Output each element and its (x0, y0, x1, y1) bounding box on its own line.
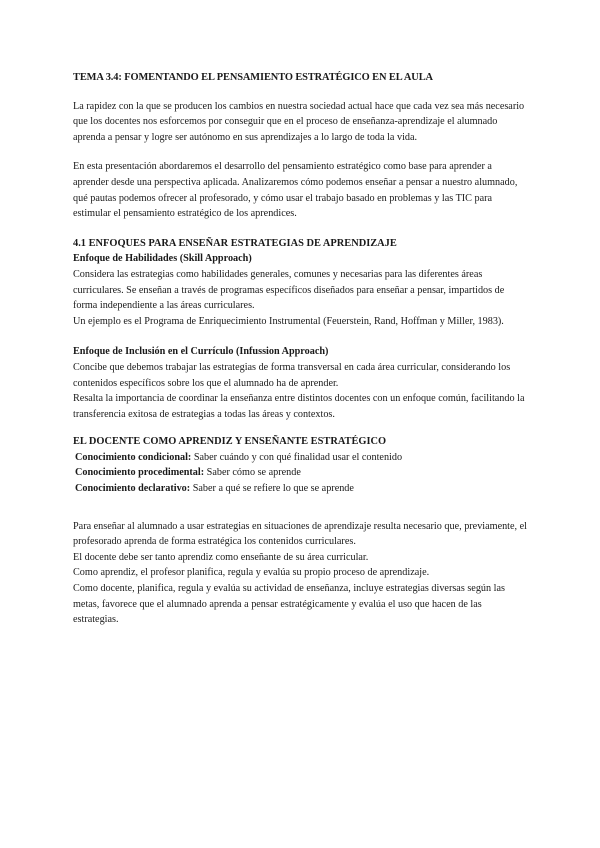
skill-approach-heading: Enfoque de Habilidades (Skill Approach) (73, 253, 252, 265)
knowledge-term: Conocimiento declarativo: (75, 483, 191, 495)
page-title: TEMA 3.4: FOMENTANDO EL PENSAMIENTO ESTRATÉGICO EN EL AULA (73, 72, 433, 83)
infusion-approach-paragraph-2: Resalta la importancia de coordinar la enseñanza entre distintos docentes con un enfoque común, facilitando la transferencia exitosa de estrategias a todas las áreas y contextos. (73, 393, 525, 420)
intro-paragraph-1: La rapidez con la que se producen los cambios en nuestra sociedad actual hace que cada vez sea más necesario que los docentes nos esforcemos por conseguir que en el proceso de enseñanza-aprendizaje el alumnado aprenda a pensar y logre ser autónomo en sus aprendizajes a lo largo de toda la vida. (73, 100, 525, 143)
section-heading-teacher: EL DOCENTE COMO APRENDIZ Y ENSEÑANTE ESTRATÉGICO (73, 436, 387, 448)
closing-paragraph-1: Para enseñar al alumnado a usar estrategias en situaciones de aprendizaje resulta necesario que, previamente, el profesorado aprenda de forma estratégica los contenidos curriculares. (73, 520, 527, 548)
knowledge-description: Saber cuándo y con qué finalidad usar el contenido (191, 451, 403, 463)
skill-approach-paragraph-1: Considera las estrategias como habilidades generales, comunes y necesarias para las diferentes áreas curriculares. Se enseñan a través de programas específicos diseñados para enseñar a pensar, impartidos de forma independiente a las áreas curriculares. (73, 268, 505, 312)
knowledge-term: Conocimiento procedimental: (75, 467, 205, 479)
infusion-approach-paragraph-1: Concibe que debemos trabajar las estrategias de forma transversal en cada área curricular, considerando los contenidos específicos sobre los que el alumnado ha de aprender. (73, 361, 511, 389)
section-heading-approaches: 4.1 ENFOQUES PARA ENSEÑAR ESTRATEGIAS DE APRENDIZAJE (73, 237, 397, 249)
knowledge-term: Conocimiento condicional: (75, 451, 192, 463)
knowledge-item (73, 465, 528, 481)
knowledge-description: Saber cómo se aprende (204, 467, 301, 479)
closing-paragraph-4: Como docente, planifica, regula y evalúa su actividad de enseñanza, incluye estrategias diversas según las metas, favorece que el alumnado aprenda a pensar estratégicamente y evalúa el uso que hacen de las estrategias. (73, 583, 505, 626)
knowledge-description: Saber a qué se refiere lo que se aprende (190, 483, 354, 495)
knowledge-item (73, 481, 528, 497)
knowledge-item (73, 450, 528, 466)
intro-paragraph-2: En esta presentación abordaremos el desarrollo del pensamiento estratégico como base para aprender a aprender desde una perspectiva aplicada. Analizaremos cómo podemos enseñar a pensar a nuestro alumnado, qué pautas podemos ofrecer al profesorado, y cómo usar el trabajo basado en problemas y las TIC para estimular el pensamiento estratégico de los aprendices. (73, 161, 518, 220)
document-content (73, 70, 528, 628)
skill-approach-paragraph-2: Un ejemplo es el Programa de Enriquecimiento Instrumental (Feuerstein, Rand, Hoffman y Miller, 1983). (73, 315, 504, 327)
closing-paragraph-2: El docente debe ser tanto aprendiz como enseñante de su área curricular. (73, 551, 369, 563)
infusion-approach-heading: Enfoque de Inclusión en el Currículo (Infussion Approach) (73, 346, 329, 358)
closing-paragraph-3: Como aprendiz, el profesor planifica, regula y evalúa su propio proceso de aprendizaje. (73, 567, 430, 579)
